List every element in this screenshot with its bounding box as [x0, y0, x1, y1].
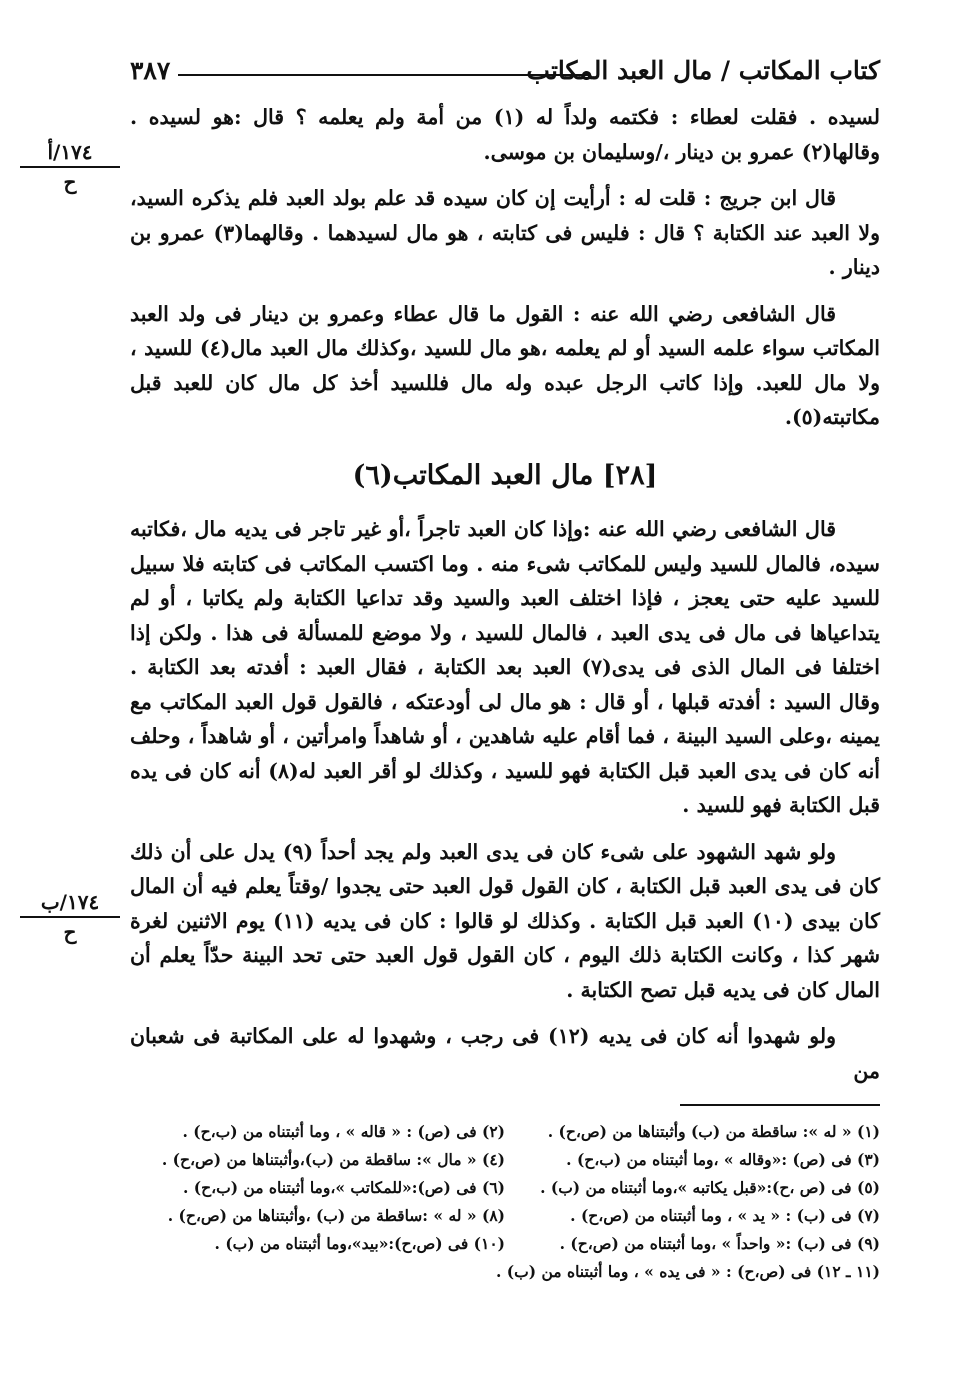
footnote-rule — [680, 1104, 880, 1106]
footnote: (٨) « له » :ساقطة من (ب) ،وأثبتناها من (ص،ح) . — [167, 1206, 505, 1225]
footnote: (٢) فى (ص) : « قاله » ، وما أثبتناه من (ب،ح) . — [182, 1122, 505, 1141]
footnote: (١) « له »: ساقطة من (ب) وأثبتناها من (ص،ح) . — [547, 1122, 880, 1141]
running-header — [130, 52, 880, 92]
paragraph: قال الشافعى رضي الله عنه :وإذا كان العبد تاجراً ،أو غير تاجر فى يديه مال ،فكاتبه سيده، فالمال للسيد وليس للمكاتب شىء منه . وما اكتسب المكاتب فى كتابته فلا سبيل للسيد عليه حتى يعجز ، فإذا اختلف العبد والسيد وقد تداعيا الكتابة ولم يكاتبا ، أو لم يتداعياها فى مال فى يدى العبد ، فالمال للسيد ، ولا موضع للمسألة فى هذا . ولكن إذا اختلفا فى المال الذى فى يدى(٧) العبد بعد الكتابة ، فقال العبد : أفدته بعد الكتابة . وقال السيد : أفدته قبلها ، أو قال : هو مال لى أودعتكه ، فالقول قول العبد المكاتب مع يمينه ،وعلى السيد البينة ، فما أقام عليه شاهدين ، أو شاهداً وامرأتين ، أو شاهداً ، وحلف أنه كان فى يدى العبد قبل الكتابة فهو للسيد ، وكذلك لو أقر العبد له(٨) أنه كان فى يده قبل الكتابة فهو للسيد . — [130, 517, 881, 817]
page-number: ٣٨٧ — [130, 56, 171, 85]
footnote: (٤) « مال »: ساقطة من (ب)،وأثبتناها من (ص،ح) . — [161, 1150, 505, 1169]
folio-ref: ١٧٤/ب — [20, 890, 120, 918]
footnote-row — [130, 1146, 880, 1174]
margin-folio-note — [20, 890, 120, 944]
folio-ref: ١٧٤/أ — [20, 140, 120, 168]
footnote-row — [130, 1118, 880, 1146]
paragraph: قال ابن جريج : قلت له : أرأيت إن كان سيده قد علم بولد العبد فلم يذكره السيد، ولا العبد عند الكتابة ؟ قال : فليس فى كتابته ، هو مال لسيدهما . وقالهما(٣) عمرو بن دينار . — [130, 186, 880, 279]
margin-folio-note — [20, 140, 120, 194]
paragraph: لسيده . فقلت لعطاء : فكتمه ولداً له (١) من أمة ولم يعلمه ؟ قال :هو لسيده . وقالها(٢) عمرو بن دينار ،/وسليمان بن موسى. — [130, 105, 880, 164]
paragraph: ولو شهدوا أنه كان فى يديه (١٢) فى رجب ، وشهدوا له على المكاتبة فى شعبان من — [130, 1024, 880, 1083]
footnote: (١٠) فى (ص،ح):«بيد»،وما أثبتناه من (ب) . — [214, 1234, 505, 1253]
footnotes — [130, 1118, 880, 1286]
section-heading: [٢٨] مال العبد المكاتب(٦) — [352, 460, 658, 491]
paragraph: قال الشافعى رضي الله عنه : القول ما قال عطاء وعمرو بن دينار فى ولد العبد المكاتب سواء علمه السيد أو لم يعلمه ،هو مال للسيد ،وكذلك مال العبد مال(٤) للسيد ، ولا مال للعبد. وإذا كاتب الرجل عبده وله مال فللسيد أخذ كل مال كان للعبد قبل مكاتبته(٥). — [130, 301, 880, 429]
manuscript-mark: ح — [63, 920, 77, 944]
footnote-row — [130, 1202, 880, 1230]
footnote: (٥) فى (ص ،ح):«قبل يكاتبه »،وما أثبتناه من (ب) . — [540, 1178, 880, 1197]
footnote-row — [130, 1174, 880, 1202]
footnote-row — [130, 1230, 880, 1258]
footnote: (٣) فى (ص) :«وقاله » ،وما أثبتناه من (ب،ح) . — [566, 1150, 880, 1169]
paragraph: ولو شهد الشهود على شىء كان فى يدى العبد ولم يجد أحداً (٩) يدل على أن ذلك كان فى يدى العبد قبل الكتابة ، كان القول قول العبد حتى يجدوا /وقتاً يعلم فيه أن المال كان بيدى (١٠) العبد قبل الكتابة . وكذلك لو قالوا : كان فى يديه (١١) يوم الاثنين لغرة شهر كذا ، وكانت الكتابة ذلك اليوم ، كان القول قول العبد حتى تحد البينة حدّاً يعلم أن المال كان فى يديه قبل تصح الكتابة . — [130, 839, 880, 1002]
footnote: (٦) فى (ص):«للمكاتب »،وما أثبتناه من (ب،ح) . — [182, 1178, 505, 1197]
manuscript-mark: ح — [63, 170, 77, 194]
header-rule — [178, 74, 590, 76]
body-text-top — [130, 100, 880, 447]
header-title: كتاب المكاتب / مال العبد المكاتب — [526, 56, 880, 85]
footnote: (٩) فى (ب) :« واحداً » ،وما أثبتناه من (ص،ح) . — [559, 1234, 880, 1253]
body-text-bottom — [130, 512, 880, 1100]
footnote: (٧) فى (ب) : « يد » ، وما أثبتناه من (ص،ح) . — [570, 1206, 880, 1225]
footnote-row — [130, 1258, 880, 1286]
footnote: (١١ ـ ١٢) فى (ص،ح) : « فى يده » ، وما أثبتناه من (ب) . — [496, 1262, 880, 1281]
